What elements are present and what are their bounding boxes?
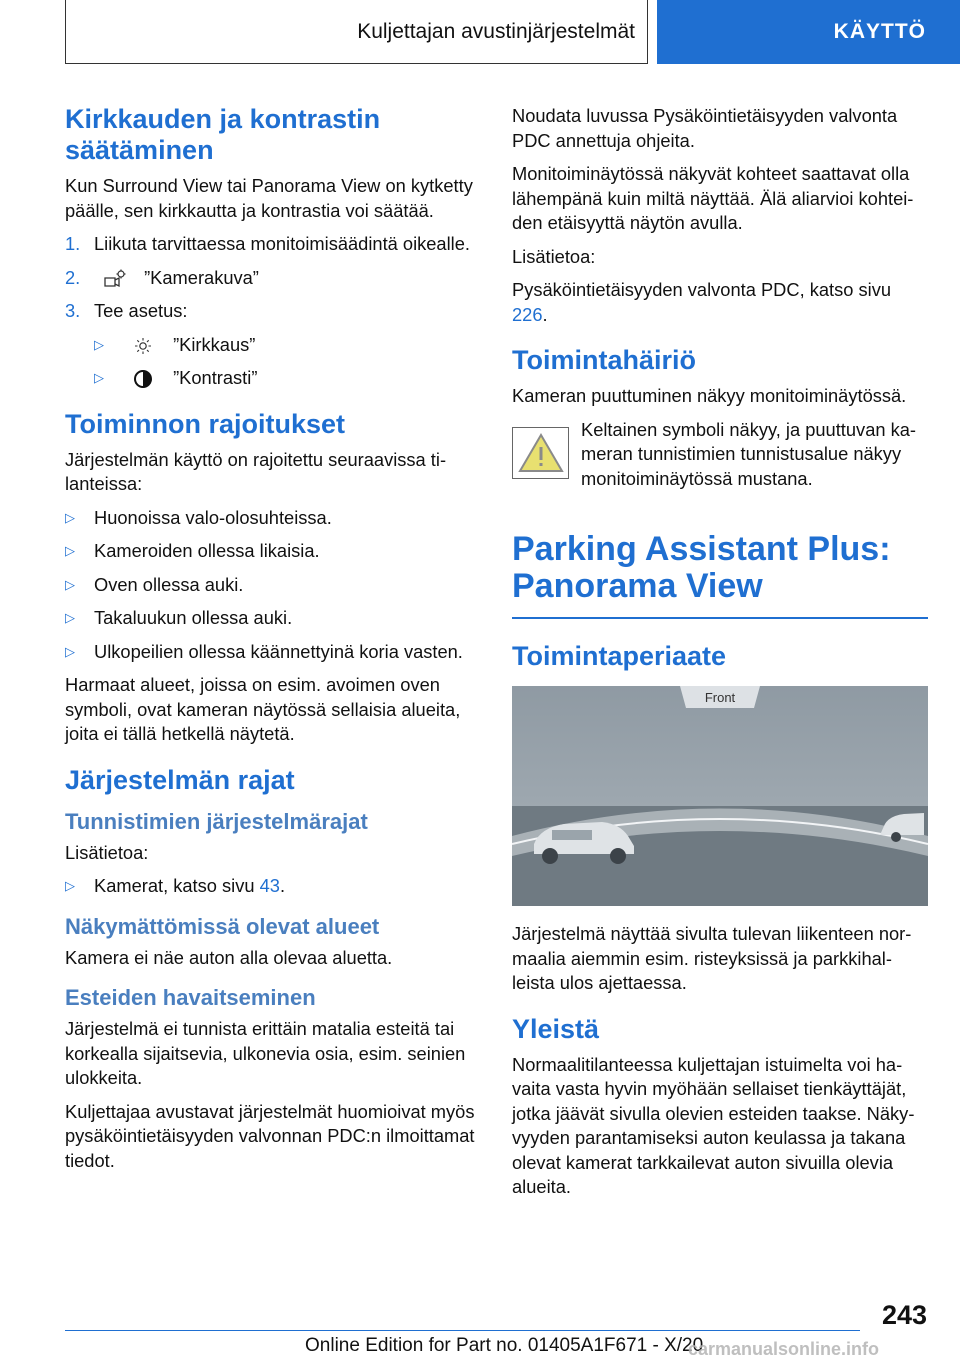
header-chapter-label: KÄYTTÖ (833, 20, 926, 43)
more-info-label: Lisätietoa: (65, 841, 149, 863)
list-item-text: Oven ollessa auki. (94, 573, 244, 595)
sub-step-text: ”Kontrasti” (173, 367, 258, 388)
paragraph-objects-closer: Monitoiminäytössä näkyvät kohteet saattavat olla lähempänä kuin miltä näyttää. Älä aliarvioi kohteiden etäisyyttä näytön avulla. (512, 163, 914, 233)
contrast-icon (130, 368, 156, 390)
triangle-bullet-icon: ▷ (94, 336, 104, 352)
heading-brightness: Kirkkauden ja kontrastin säätäminen (65, 104, 381, 165)
paragraph-follow-pdc: Noudata luvussa Pysäköintietäisyyden valvonta PDC annettuja ohjeita. (512, 105, 898, 151)
header-section-label: Kuljettajan avustinjärjestelmät (357, 19, 635, 43)
more-info-label: Lisätietoa: (512, 245, 596, 267)
triangle-bullet-icon: ▷ (65, 643, 75, 659)
step-text: Liikuta tarvittaessa monitoimisäädintä oikealle. (94, 233, 470, 254)
paragraph-malfunction: Kameran puuttuminen näkyy monitoiminäytössä. (512, 385, 907, 406)
right-column (512, 104, 928, 1209)
header-chapter-tab[interactable] (657, 0, 960, 64)
triangle-bullet-icon: ▷ (65, 509, 75, 525)
step-item (65, 299, 475, 324)
step-text: ”Kamerakuva” (144, 266, 259, 288)
list-item (65, 606, 475, 631)
heading-system-limits: Järjestelmän rajat (65, 764, 295, 795)
warning-note (512, 418, 928, 492)
period: . (542, 303, 548, 325)
triangle-bullet-icon: ▷ (94, 370, 104, 385)
list-item (65, 640, 475, 665)
heading-operating-principle: Toimintaperiaate (512, 641, 727, 671)
heading-general: Yleistä (512, 1013, 600, 1044)
watermark: carmanualsonline.info (688, 1339, 880, 1359)
list-item-text: Ulkopeilien ollessa käännettyinä koria vasten. (94, 640, 463, 662)
list-item-text: Kameroiden ollessa likaisia. (94, 540, 320, 561)
left-column (65, 104, 475, 1182)
list-item (65, 506, 475, 531)
paragraph-grey-areas: Harmaat alueet, joissa on esim. avoimen oven symboli, ovat kameran näytössä sellaisia alueita, joita ei tällä hetkellä näytetä. (65, 674, 461, 744)
paragraph-invisible-areas: Kamera ei näe auton alla olevaa aluetta. (65, 946, 393, 968)
sub-step-text: ”Kirkkaus” (173, 333, 256, 355)
list-item (65, 573, 475, 598)
heading-obstacle-detection: Esteiden havaitseminen (65, 985, 316, 1010)
step-number: 2. (65, 266, 81, 288)
pdc-page-link[interactable]: 226 (512, 303, 543, 325)
step-number: 1. (65, 233, 81, 254)
step-item (65, 232, 475, 257)
sub-step-item (94, 333, 475, 358)
footer-rule (65, 1330, 860, 1331)
pdc-ref-text: Pysäköintietäisyyden valvonta PDC, katso sivu (512, 279, 892, 300)
heading-limits: Toiminnon rajoitukset (65, 408, 346, 439)
footer-edition: Online Edition for Part no. 01405A1F671 - X/20 (305, 1335, 704, 1356)
paragraph-limits: Järjestelmän käyttö on rajoitettu seuraavissa tilanteissa: (65, 448, 447, 494)
period: . (279, 875, 286, 896)
paragraph-obstacle-detection: Järjestelmä ei tunnista erittäin matalia esteitä tai korkealla sijaitsevia, ulkonevia osia, esim. seinien ulokkeita. (65, 1018, 466, 1088)
header-section-title (65, 0, 648, 64)
list-item-text: Huonoissa valo-olosuhteissa. (94, 506, 332, 528)
heading-parking-assistant: Parking Assistant Plus: Panorama View (512, 530, 891, 605)
paragraph-pdc: Kuljettajaa avustavat järjestelmät huomioivat myös pysäköintietäisyyden valvonnan PDC:n ilmoittamat tiedot. (65, 1100, 475, 1171)
paragraph-brightness: Kun Surround View tai Panorama View on kytketty päälle, sen kirkkautta ja kontrastia voi säätää. (65, 175, 473, 221)
warning-symbol-box (512, 427, 569, 479)
camera-ref-text: Kamerat, katso sivu (94, 875, 260, 896)
triangle-bullet-icon: ▷ (65, 576, 75, 592)
pdc-reference (512, 278, 928, 327)
list-item (65, 539, 475, 564)
page-number: 243 (882, 1300, 928, 1330)
list-item (65, 874, 475, 899)
triangle-bullet-icon: ▷ (65, 610, 75, 625)
panorama-view-image (512, 686, 928, 906)
heading-invisible-areas: Näkymättömissä olevat alueet (65, 913, 380, 939)
heading-malfunction: Toimintahäiriö (512, 345, 697, 375)
list-item-text: Takaluukun ollessa auki. (94, 607, 293, 628)
triangle-bullet-icon: ▷ (65, 543, 75, 558)
heading-rule (512, 617, 928, 619)
step-item (65, 266, 475, 291)
camera-settings-icon (101, 268, 127, 290)
paragraph-cross-traffic: Järjestelmä näyttää sivulta tulevan liikenteen normaalia aiemmin esim. risteyksissä ja parkkihalleista ulos ajettaessa. (512, 923, 912, 993)
heading-sensor-limits: Tunnistimien järjestelmärajat (65, 808, 368, 834)
sub-step-item (94, 366, 475, 391)
step-number: 3. (65, 300, 81, 321)
paragraph-general: Normaalitilanteessa kuljettajan istuimelta voi havaita vasta hyvin myöhään sellaiset tienkäyttäjät, jotka jäävät sivulla olevien esteiden taakse. Näkyvyyden parantamiseksi auton keulassa ja takana olevat kamerat tarkkailevat auton sivuilla olevia alueita. (512, 1053, 915, 1197)
triangle-bullet-icon: ▷ (65, 878, 75, 893)
front-label: Front (704, 690, 736, 705)
camera-page-link[interactable]: 43 (259, 875, 280, 896)
brightness-icon (130, 335, 156, 357)
step-text: Tee asetus: (94, 300, 188, 321)
warning-text: Keltainen symboli näkyy, ja puuttuvan kameran tunnistimien tunnistusalue näkyy monitoiminäytössä mustana. (581, 418, 917, 489)
warning-triangle-icon (517, 431, 565, 475)
